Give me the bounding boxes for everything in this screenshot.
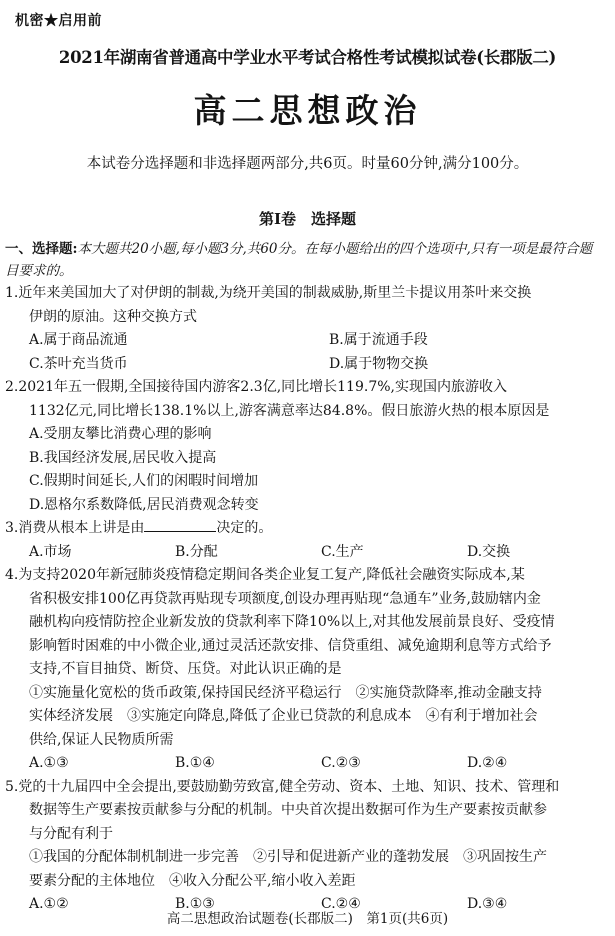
question-5-statement-line: 要素分配的主体地位 ④收入分配公平,缩小收入差距 xyxy=(29,872,356,889)
exam-title: 2021年湖南省普通高中学业水平考试合格性考试模拟试卷(长郡版二) xyxy=(58,48,557,67)
confidential-mark: 机密★启用前 xyxy=(15,13,102,29)
option-d[interactable]: D.恩格尔系数降低,居民消费观念转变 xyxy=(29,496,259,513)
question-4-stem-line: 影响暂时困难的中小微企业,通过灵活还款安排、信贷重组、减免逾期利息等方式给予 xyxy=(29,637,552,654)
page-footer: 高二思想政治试题卷(长郡版二) 第1页(共6页) xyxy=(166,911,449,927)
question-1-stem-line: 伊朗的原油。这种交换方式 xyxy=(29,308,197,325)
question-3-stem-before: 3.消费从根本上讲是由 xyxy=(5,520,145,536)
option-d[interactable]: D.交换 xyxy=(467,543,511,560)
option-d[interactable]: D.③④ xyxy=(467,896,508,912)
question-2-stem-line: 1132亿元,同比增长138.1%以上,游客满意率达84.8%。假日旅游火热的根本原因是 xyxy=(29,402,550,419)
option-a[interactable]: A.属于商品流通 xyxy=(29,332,128,348)
question-5-stem-line: 与分配有利于 xyxy=(29,825,113,842)
option-c[interactable]: C.②③ xyxy=(321,755,361,771)
option-b[interactable]: B.我国经济发展,居民收入提高 xyxy=(29,449,217,466)
question-5-statement-line: ①我国的分配体制机制进一步完善 ②引导和促进新产业的蓬勃发展 ③巩固按生产 xyxy=(29,849,547,865)
option-c[interactable]: C.②④ xyxy=(321,896,361,912)
section-intro xyxy=(5,238,605,282)
question-4-stem-line: 4.为支持2020年新冠肺炎疫情稳定期间各类企业复工复产,降低社会融资实际成本,某 xyxy=(5,567,525,583)
question-3 xyxy=(5,517,605,564)
option-c[interactable]: C.茶叶充当货币 xyxy=(29,355,128,372)
question-4-stem-line: 支持,不盲目抽贷、断贷、压贷。对此认识正确的是 xyxy=(29,661,342,677)
question-4-statement-line: 供给,保证人民物质所需 xyxy=(29,731,174,748)
question-3-stem-after: 决定的。 xyxy=(216,520,273,536)
option-b[interactable]: B.属于流通手段 xyxy=(329,332,428,348)
option-d[interactable]: D.属于物物交换 xyxy=(329,355,429,372)
section-text: 本大题共20小题,每小题3分,共60分。在每小题给出的四个选项中,只有一项是最符合题目要求的。 xyxy=(5,241,593,279)
question-3-stem xyxy=(5,517,605,541)
fill-in-blank xyxy=(144,517,216,532)
subject-title: 高二思想政治 xyxy=(193,91,422,130)
question-4-options xyxy=(5,752,605,776)
question-5-stem-line: 数据等生产要素按贡献参与分配的机制。中央首次提出数据可作为生产要素按贡献参 xyxy=(29,802,547,818)
option-b[interactable]: B.分配 xyxy=(175,543,218,560)
question-1 xyxy=(5,282,605,376)
question-4-statement-line: 实体经济发展 ③实施定向降息,降低了企业已贷款的利息成本 ④有利于增加社会 xyxy=(29,708,538,724)
question-4-statement-line: ①实施量化宽松的货币政策,保持国民经济平稳运行 ②实施贷款降率,推动金融支持 xyxy=(29,684,542,701)
option-b[interactable]: B.①③ xyxy=(175,896,215,912)
exam-instructions: 本试卷分选择题和非选择题两部分,共6页。时量60分钟,满分100分。 xyxy=(86,156,529,172)
question-3-options xyxy=(5,541,605,565)
question-4 xyxy=(5,564,605,776)
option-b[interactable]: B.①④ xyxy=(175,755,215,771)
question-1-options xyxy=(5,329,605,376)
question-2-stem-line: 2.2021年五一假期,全国接待国内游客2.3亿,同比增长119.7%,实现国内旅游收入 xyxy=(5,379,507,395)
section-label: 一、选择题: xyxy=(5,241,78,257)
option-d[interactable]: D.②④ xyxy=(467,755,508,771)
option-a[interactable]: A.①③ xyxy=(29,755,69,771)
question-2 xyxy=(5,376,605,517)
option-a[interactable]: A.①② xyxy=(29,896,69,912)
question-1-stem-line: 1.近年来美国加大了对伊朗的制裁,为绕开美国的制裁威胁,斯里兰卡提议用茶叶来交换 xyxy=(5,285,532,301)
option-c[interactable]: C.生产 xyxy=(321,543,364,560)
option-a[interactable]: A.市场 xyxy=(29,543,72,560)
questions xyxy=(5,282,605,917)
question-5 xyxy=(5,776,605,917)
question-4-stem-line: 省积极安排100亿再贷款再贴现专项额度,创设办理再贴现“急通车”业务,鼓励辖内金 xyxy=(29,590,541,607)
option-c[interactable]: C.假期时间延长,人们的闲暇时间增加 xyxy=(29,473,259,489)
question-4-stem-line: 融机构向疫情防控企业新发放的贷款利率下降10%以上,对其他发展前景良好、受疫情 xyxy=(29,614,555,630)
question-2-options xyxy=(5,423,605,517)
question-5-stem-line: 5.党的十九届四中全会提出,要鼓励勤劳致富,健全劳动、资本、土地、知识、技术、管理和 xyxy=(5,778,560,795)
option-a[interactable]: A.受朋友攀比消费心理的影响 xyxy=(29,426,212,442)
part-title: 第Ⅰ卷 选择题 xyxy=(258,210,357,228)
